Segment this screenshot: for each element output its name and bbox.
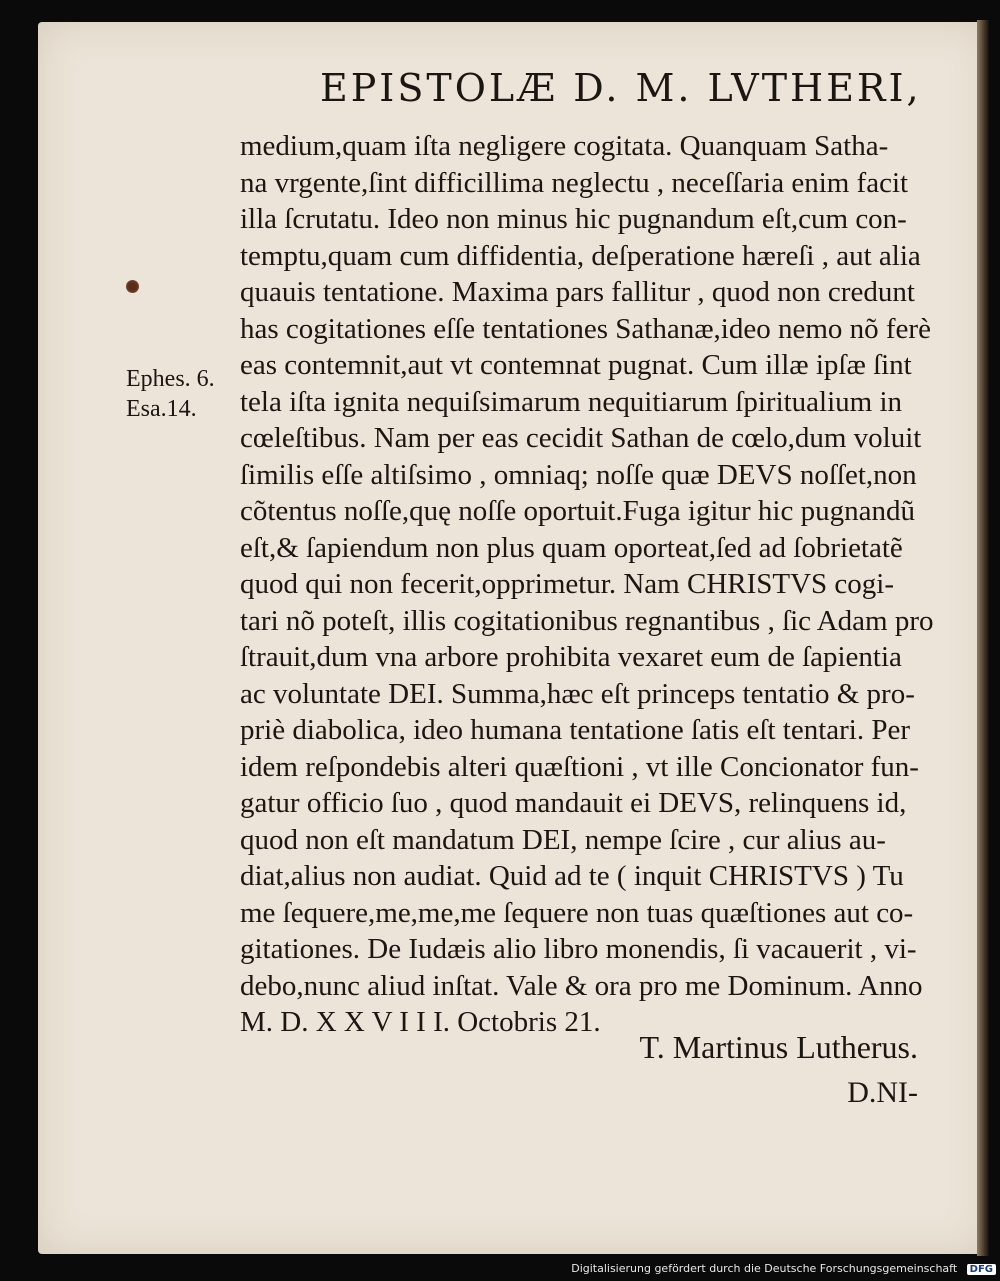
marginal-note: Ephes. 6. — [126, 366, 215, 392]
text-line: priè diabolica, ideo humana tentatione ſatis eſt tentari. Per — [240, 714, 910, 746]
text-line: tari nõ poteſt, illis cogitationibus regnantibus , ſic Adam pro — [240, 604, 934, 637]
text-line: cœleſtibus. Nam per eas cecidit Sathan de cœlo,dum voluit — [240, 422, 922, 454]
running-head: EPISTOLÆ D. M. LVTHERI, — [320, 66, 922, 110]
text-line: quauis tentatione. Maxima pars fallitur , quod non credunt — [240, 276, 915, 308]
text-line: na vrgente,ſint difficillima neglectu , neceſſaria enim facit — [240, 166, 909, 199]
text-line: medium,quam iſta negligere cogitata. Quanquam Satha- — [240, 130, 889, 162]
text-line: quod non eſt mandatum DEI, nempe ſcire , cur alius au- — [240, 823, 886, 856]
text-line: illa ſcrutatu. Ideo non minus hic pugnandum eſt,cum con- — [240, 203, 907, 235]
text-line: eas contemnit,aut vt contemnat pugnat. Cum illæ ipſæ ſint — [240, 349, 912, 381]
dfg-logo: DFG — [967, 1264, 996, 1275]
text-line: has cogitationes eſſe tentationes Sathanæ,ideo nemo nõ ferè — [240, 312, 931, 345]
text-line: temptu,quam cum diffidentia, deſperatione hæreſi , aut alia — [240, 239, 921, 272]
text-line: ſimilis eſſe altiſsimo , omniaq; noſſe quæ DEVS noſſet,non — [240, 458, 917, 491]
text-line: quod qui non fecerit,opprimetur. Nam CHRISTVS cogi- — [240, 568, 895, 600]
text-line: gatur officio ſuo , quod mandauit ei DEVS, relinquens id, — [240, 787, 907, 819]
marginal-note: Esa.14. — [126, 396, 197, 422]
digitization-credit — [560, 1262, 996, 1275]
text-line: diat,alius non audiat. Quid ad te ( inquit CHRISTVS ) Tu — [240, 860, 904, 892]
text-line: idem reſpondebis alteri quæſtioni , vt ille Concionator fun- — [240, 750, 919, 783]
ink-stain-mark — [126, 280, 139, 293]
marginal-notes — [126, 364, 215, 424]
text-line: tela iſta ignita nequiſsimarum nequitiarum ſpiritualium in — [240, 385, 903, 418]
credit-text: Digitalisierung gefördert durch die Deutsche Forschungsgemeinschaft — [571, 1262, 958, 1275]
text-line: cõtentus noſſe,quę noſſe oportuit.Fuga igitur hic pugnandũ — [240, 495, 915, 527]
text-line: gitationes. De Iudæis alio libro monendis, ſi vacauerit , vi- — [240, 933, 917, 965]
book-gutter-shadow — [977, 20, 989, 1256]
text-line: M. D. X X V I I I. Octobris 21. — [240, 1006, 601, 1038]
body-text — [240, 128, 934, 1041]
catchword: D.NI- — [847, 1076, 918, 1109]
text-line: ac voluntate DEI. Summa,hæc eſt princeps tentatio & pro- — [240, 677, 915, 710]
signature: T. Martinus Lutherus. — [639, 1029, 918, 1065]
text-line: eſt,& ſapiendum non plus quam oporteat,ſed ad ſobrietatẽ — [240, 531, 903, 564]
text-line: ſtrauit,dum vna arbore prohibita vexaret eum de ſapientia — [240, 641, 902, 673]
text-line: debo,nunc aliud inſtat. Vale & ora pro me Dominum. Anno — [240, 969, 923, 1002]
text-line: me ſequere,me,me,me ſequere non tuas quæſtiones aut co- — [240, 896, 914, 929]
